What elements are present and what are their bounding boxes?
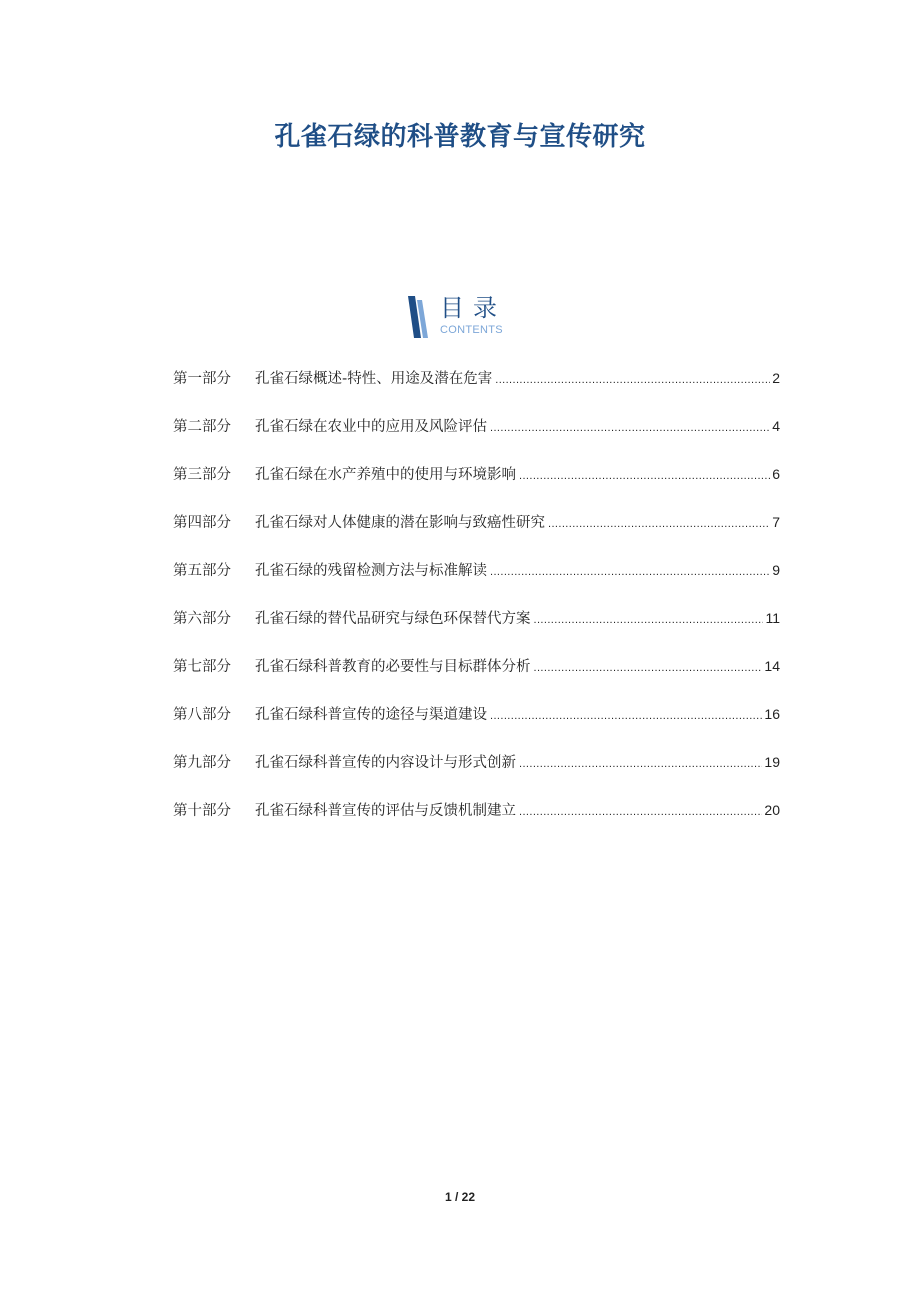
toc-entry-part: 第一部分	[173, 371, 231, 387]
toc-entry[interactable]	[173, 654, 780, 702]
toc-dot-leader	[534, 656, 763, 680]
toc-entry[interactable]	[173, 750, 780, 798]
toc-entry-part: 第三部分	[173, 467, 231, 483]
toc-dot-leader	[548, 512, 770, 536]
toc-dot-leader	[490, 416, 770, 440]
toc-dot-leader	[534, 608, 764, 632]
toc-heading: 目录	[440, 294, 506, 322]
toc-entry[interactable]	[173, 702, 780, 750]
toc-entry-title: 孔雀石绿在农业中的应用及风险评估	[255, 419, 487, 435]
toc-entry-title: 孔雀石绿对人体健康的潜在影响与致癌性研究	[255, 515, 545, 531]
toc-entry-title: 孔雀石绿科普教育的必要性与目标群体分析	[255, 659, 531, 675]
toc-dot-leader	[495, 368, 770, 392]
toc-subheading: CONTENTS	[440, 324, 503, 336]
toc-entry-title: 孔雀石绿科普宣传的途径与渠道建设	[255, 707, 487, 723]
toc-list	[173, 366, 780, 846]
toc-entry-title: 孔雀石绿在水产养殖中的使用与环境影响	[255, 467, 516, 483]
toc-entry-part: 第六部分	[173, 611, 231, 627]
toc-entry-page: 4	[772, 418, 780, 434]
toc-header	[406, 294, 546, 344]
toc-entry-title: 孔雀石绿概述-特性、用途及潜在危害	[255, 371, 493, 387]
toc-dot-leader	[519, 752, 762, 776]
toc-entry-part: 第七部分	[173, 659, 231, 675]
toc-entry-part: 第四部分	[173, 515, 231, 531]
toc-entry-title: 孔雀石绿科普宣传的内容设计与形式创新	[255, 755, 516, 771]
toc-entry-page: 2	[772, 370, 780, 386]
toc-entry-title: 孔雀石绿的替代品研究与绿色环保替代方案	[255, 611, 531, 627]
toc-entry[interactable]	[173, 798, 780, 846]
toc-entry-page: 9	[772, 562, 780, 578]
toc-entry-part: 第十部分	[173, 803, 231, 819]
toc-entry-page: 7	[772, 514, 780, 530]
toc-entry[interactable]	[173, 510, 780, 558]
toc-entry-part: 第五部分	[173, 563, 231, 579]
contents-logo-icon	[406, 296, 434, 338]
toc-entry[interactable]	[173, 414, 780, 462]
toc-entry-title: 孔雀石绿科普宣传的评估与反馈机制建立	[255, 803, 516, 819]
toc-entry[interactable]	[173, 606, 780, 654]
toc-entry-part: 第二部分	[173, 419, 231, 435]
toc-entry-page: 16	[764, 706, 780, 722]
toc-entry[interactable]	[173, 462, 780, 510]
toc-entry-page: 6	[772, 466, 780, 482]
toc-entry[interactable]	[173, 558, 780, 606]
toc-entry-part: 第八部分	[173, 707, 231, 723]
toc-entry-title: 孔雀石绿的残留检测方法与标准解读	[255, 563, 487, 579]
toc-entry-page: 11	[765, 610, 780, 626]
toc-dot-leader	[519, 464, 770, 488]
toc-entry-part: 第九部分	[173, 755, 231, 771]
toc-dot-leader	[519, 800, 762, 824]
document-title: 孔雀石绿的科普教育与宣传研究	[274, 122, 646, 152]
toc-dot-leader	[490, 704, 762, 728]
page-number: 1 / 22	[444, 1190, 476, 1204]
toc-entry-page: 20	[764, 802, 780, 818]
toc-entry-page: 19	[764, 754, 780, 770]
toc-entry[interactable]	[173, 366, 780, 414]
toc-dot-leader	[490, 560, 770, 584]
toc-entry-page: 14	[764, 658, 780, 674]
